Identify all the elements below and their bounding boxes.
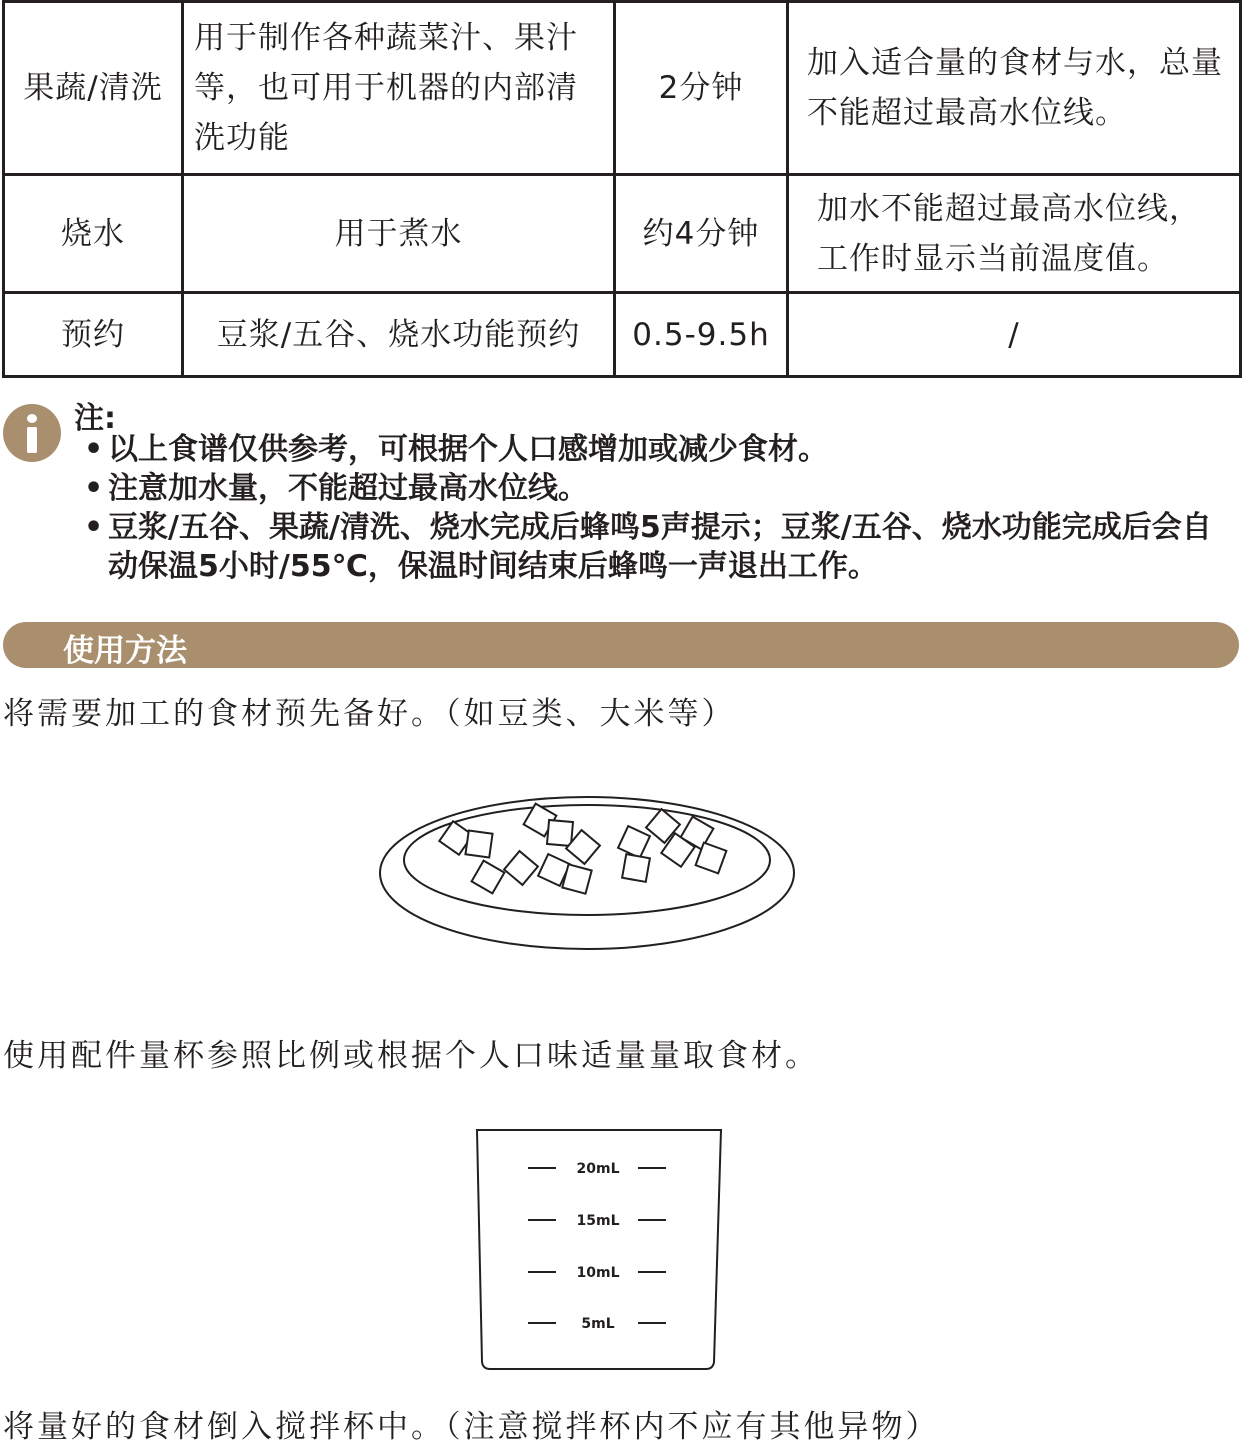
step-2-text: 使用配件量杯参照比例或根据个人口味适量量取食材。	[3, 1038, 819, 1074]
cup-mark-15ml: 15mL	[576, 1213, 620, 1229]
info-icon	[3, 404, 61, 462]
cup-mark-10ml: 10mL	[576, 1265, 620, 1281]
section-header	[3, 622, 1239, 668]
list-item: • 豆浆/五谷、果蔬/清洗、烧水完成后蜂鸣5声提示；豆浆/五谷、烧水功能完成后会自动保温5小时/55℃，保温时间结束后蜂鸣一声退出工作。	[84, 510, 1212, 584]
note-cell: /	[788, 293, 1241, 377]
note-cell: 加水不能超过最高水位线，工作时显示当前温度值。	[788, 175, 1241, 293]
function-table	[2, 0, 1242, 378]
note-list	[84, 430, 1224, 586]
use-cell: 用于制作各种蔬菜汁、果汁等，也可用于机器的内部清洗功能	[183, 2, 615, 175]
note-title: 注:	[74, 401, 116, 436]
mode-cell: 烧水	[4, 175, 183, 293]
mode-cell: 预约	[4, 293, 183, 377]
step-3-text: 将量好的食材倒入搅拌杯中。（注意搅拌杯内不应有其他异物）	[3, 1409, 940, 1445]
use-cell: 用于煮水	[183, 175, 615, 293]
list-item: • 以上食谱仅供参考，可根据个人口感增加或减少食材。	[84, 432, 828, 467]
time-cell: 2分钟	[615, 2, 788, 175]
use-cell: 豆浆/五谷、烧水功能预约	[183, 293, 615, 377]
section-title: 使用方法	[63, 633, 187, 669]
step-1-text: 将需要加工的食材预先备好。（如豆类、大米等）	[3, 696, 736, 732]
measuring-cup-illustration	[472, 1124, 728, 1376]
cup-mark-20ml: 20mL	[576, 1161, 620, 1177]
table-row	[4, 2, 1241, 175]
cup-mark-5ml: 5mL	[581, 1316, 615, 1332]
table-row	[4, 293, 1241, 377]
note-cell: 加入适合量的食材与水，总量不能超过最高水位线。	[788, 2, 1241, 175]
mode-cell: 果蔬/清洗	[4, 2, 183, 175]
time-cell: 0.5-9.5h	[615, 293, 788, 377]
table-row	[4, 175, 1241, 293]
time-cell: 约4分钟	[615, 175, 788, 293]
list-item: • 注意加水量，不能超过最高水位线。	[84, 471, 588, 506]
plate-with-beans-illustration	[0, 780, 1242, 960]
